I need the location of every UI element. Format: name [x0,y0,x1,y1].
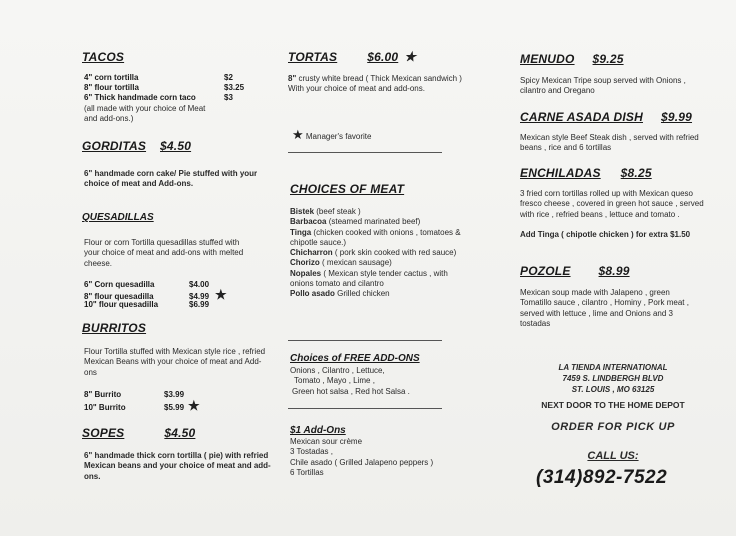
divider [288,340,442,341]
item-price: $3 [224,93,233,102]
free-addons-title: Choices of FREE ADD-ONS [290,353,420,364]
meat-name: Chorizo [290,258,320,268]
paid-addons-title: $1 Add-Ons [290,425,346,436]
quesadillas-title: QUESADILLAS [82,212,154,223]
item-price: $4.00 [189,280,210,289]
sopes-heading [82,426,195,440]
pozole-description: Mexican soup made with Jalapeno , green Tomatillo sauce , cilantro , Hominy , Pork meat , served with lettuce , lime and Onions and 3 tostadas [520,288,689,328]
tortas-title: TORTAS [288,50,338,64]
addon-line: 6 Tortillas [290,467,324,477]
paid-addons-list [290,437,475,478]
quesadilla-item [84,300,209,310]
meat-desc: (beef steak ) [316,207,361,216]
meat-item [290,228,468,249]
gorditas-description: 6" handmade corn cake/ Pie stuffed with your choice of meat and Add-ons. [84,169,258,189]
store-address: 7459 S. LINDBERGH BLVD [562,374,664,383]
meat-name: Tinga [290,227,312,237]
item-name: 6" Thick handmade corn taco [84,93,196,102]
tacos-title: TACOS [82,50,125,64]
tacos-note: (all made with your choice of Meat and add-ons.) [84,104,206,124]
store-info [518,362,708,395]
pozole-price: $8.99 [598,264,630,278]
store-landmark: NEXT DOOR TO THE HOME DEPOT [541,400,685,410]
meat-desc: (steamed marinated beef) [328,217,421,227]
legend [292,127,372,142]
meat-item [290,207,468,217]
item-name: 4" corn tortilla [84,73,139,82]
star-icon: ★ [292,127,304,142]
meat-desc: ( pork skin cooked with red sauce) [334,248,457,258]
item-name: 8" Burrito [84,390,122,399]
item-name: 6" Corn quesadilla [84,280,155,289]
meat-name: Chicharron [290,248,333,258]
menudo-heading [520,52,624,66]
meat-desc: ( Mexican style tender cactus , with onions tomato and cilantro [290,268,448,289]
addon-line: Onions , Cilantro , Lettuce, [290,366,385,375]
item-price: $5.99 [164,403,185,412]
meat-item [290,248,468,258]
menudo-description: Spicy Mexican Tripe soup served with Onions , cilantro and Oregano [520,76,686,96]
item-name: 10" flour quesadilla [84,300,159,309]
menudo-price: $9.25 [592,52,624,66]
meat-name: Barbacoa [290,217,327,227]
tortas-price: $6.00 [367,50,399,64]
tacos-item [84,73,233,83]
phone-number[interactable]: (314)892-7522 [536,467,668,488]
meat-desc: (chicken cooked with onions , tomatoes & chipotle sauce.) [290,227,461,247]
meat-item [290,269,468,290]
tortas-description [288,74,463,95]
addon-line: Green hot salsa , Red hot Salsa . [292,386,410,396]
item-price: $2 [224,73,233,82]
gorditas-price: $4.50 [160,139,192,153]
enchiladas-heading [520,166,652,180]
meat-name: Nopales [290,268,322,278]
addon-line: 3 Tostadas , [290,447,333,457]
meat-name: Bistek [290,207,315,216]
sopes-description: 6" handmade thick corn tortilla ( pie) with refried Mexican beans and your choice of meat and add-ons. [84,451,271,481]
star-icon: ★ [215,287,227,302]
item-name: 10" Burrito [84,403,126,412]
burrito-item [84,390,184,400]
sopes-title: SOPES [82,426,125,440]
meat-item [290,217,468,227]
item-name: 8" flour quesadilla [84,292,154,301]
meat-item [290,258,468,268]
menudo-title: MENUDO [520,52,575,66]
burritos-heading [82,321,146,335]
store-name: LA TIENDA INTERNATIONAL [558,363,668,372]
star-icon: ★ [188,398,200,413]
enchiladas-price: $8.25 [620,166,652,180]
quesadillas-description: Flour or corn Tortilla quesadillas stuffed with your choice of meat and add-ons with melted cheese. [84,238,244,268]
carne-asada-title: CARNE ASADA DISH [520,110,643,124]
meat-name: Pollo asado [290,289,335,299]
pozole-title: POZOLE [520,264,571,278]
burritos-title: BURRITOS [82,321,147,335]
burritos-description: Flour Tortilla stuffed with Mexican style rice , refried Mexican Beans with your choice of meat and Add-ons [84,347,266,377]
meat-desc: Grilled chicken [337,289,390,299]
enchiladas-description: 3 fried corn tortillas rolled up with Mexican queso fresco cheese , covered in green hot sauce , served with rice , refried beans , lettuce and tomato . [520,189,704,219]
store-city: ST. LOUIS , MO 63125 [571,385,655,394]
enchiladas-extra: Add Tinga ( chipotle chicken ) for extra $1.50 [520,230,691,239]
carne-asada-price: $9.99 [660,110,693,124]
tortas-heading [288,50,416,64]
gorditas-title: GORDITAS [82,139,147,153]
meat-desc: ( mexican sausage) [322,258,392,268]
enchiladas-title: ENCHILADAS [520,166,601,180]
item-price: $6.99 [189,300,210,309]
item-price: $3.25 [224,83,245,92]
sopes-price: $4.50 [164,426,196,440]
addon-line: Mexican sour crème [290,437,363,446]
meats-heading [290,182,404,196]
tacos-item [84,83,244,93]
meat-item [290,289,468,299]
gorditas-heading [82,139,191,153]
tacos-item [84,93,233,103]
item-name: 8" flour tortilla [84,83,139,92]
star-icon: ★ [404,49,417,64]
order-pickup: ORDER FOR PICK UP [551,421,675,433]
carne-asada-description: Mexican style Beef Steak dish , served with refried beans , rice and 6 tortillas [520,133,699,153]
pozole-heading [520,264,630,278]
item-price: $3.99 [164,390,185,399]
carne-asada-heading [520,110,692,124]
item-price: $4.99 [189,292,210,301]
legend-label: Manager's favorite [305,132,372,141]
burrito-item [84,398,200,413]
addon-line: Chile asado ( Grilled Jalapeno peppers ) [290,457,434,467]
tortas-size: 8" [288,74,297,83]
quesadilla-item [84,280,209,290]
meats-title: CHOICES OF MEAT [290,182,405,196]
addon-line: Tomato , Mayo , Lime , [294,376,375,386]
free-addons-list [290,366,470,397]
divider [288,152,442,153]
tortas-text: crusty white bread ( Thick Mexican sandwich ) With your choice of meat and add-ons. [288,74,462,94]
tacos-heading [82,50,124,64]
divider [288,408,442,409]
call-us-label: CALL US: [587,450,639,462]
meats-list [290,207,468,300]
